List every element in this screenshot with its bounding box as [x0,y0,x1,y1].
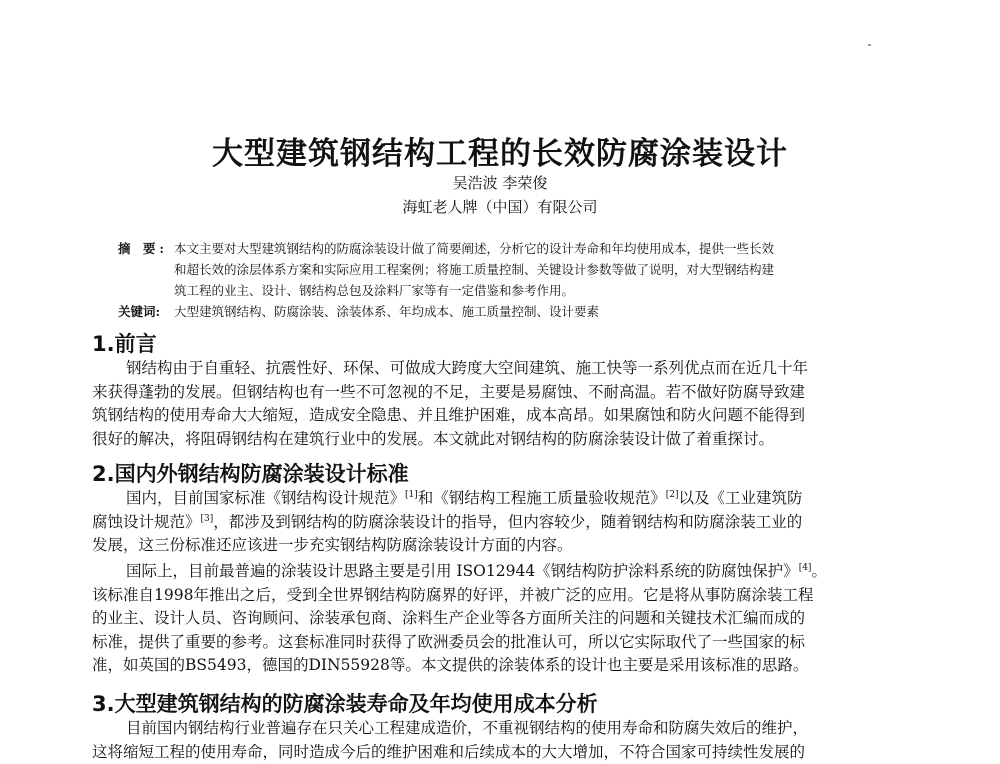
keywords-text: 大型建筑钢结构、防腐涂装、涂装体系、年均成本、施工质量控制、设计要素 [174,304,600,319]
abstract-line: 筑工程的业主、设计、钢结构总包及涂料厂家等有一定借鉴和参考作用。 [174,283,575,298]
section-heading-3: 3.大型建筑钢结构的防腐涂装寿命及年均使用成本分析 [92,692,598,716]
keywords-line [118,301,908,322]
citation-ref: [4] [798,562,812,573]
section-2-paragraph-1: 国内，目前国家标准《钢结构设计规范》[1]和《钢结构工程施工质量验收规范》[2]以及《工业建筑防 腐蚀设计规范》[3]，都涉及到钢结构的防腐涂装设计的指导，但内容较少，随着钢结构和防腐涂装工业的 发展，这三份标准还应该进一步充实钢结构防腐涂装设计方面的内容。 [92,489,803,554]
citation-ref: [3] [200,513,214,524]
abstract-line: 摘 要: 本文主要对大型建筑钢结构的防腐涂装设计做了简要阐述，分析它的设计寿命和年均使用成本，提供一些长效 [118,238,908,259]
abstract-line: 和超长效的涂层体系方案和实际应用工程案例；将施工质量控制、关键设计参数等做了说明，对大型钢结构建 [174,262,775,277]
abstract-label: 摘 要: [118,241,168,256]
section-3-paragraph: 目前国内钢结构行业普遍存在只关心工程建成造价，不重视钢结构的使用寿命和防腐失效后的维护， 这将缩短工程的使用寿命，同时造成今后的维护困难和后续成本的大大增加，不符合国家可持续性发展的 [92,719,809,761]
paper-affiliation: 海虹老人牌（中国）有限公司 [402,198,598,216]
paper-title: 大型建筑钢结构工程的长效防腐涂装设计 [212,136,788,172]
section-heading-2: 2.国内外钢结构防腐涂装设计标准 [92,462,409,486]
citation-ref: [2] [665,489,679,500]
section-1-paragraph: 钢结构由于自重轻、抗震性好、环保、可做成大跨度大空间建筑、施工快等一系列优点而在近几十年 来获得蓬勃的发展。但钢结构也有一些不可忽视的不足，主要是易腐蚀、不耐高温。若不做好防腐导致建 筑钢结构的使用寿命大大缩短，造成安全隐患、并且维护困难，成本高昂。如果腐蚀和防火问题不能得到 很好的解决，将阻碍钢结构在建筑行业中的发展。本文就此对钢结构的防腐涂装设计做了着重探讨。 [92,359,809,448]
section-heading-1: 1.前言 [92,332,157,356]
section-2-paragraph-2: 国际上，目前最普遍的涂装设计思路主要是引用 ISO12944《钢结构防护涂料系统的防腐蚀保护》[4]。 该标准自1998年推出之后，受到全世界钢结构防腐界的好评，并被广泛的应用。它是将从事防腐涂装工程 的业主、设计人员、咨询顾问、涂装承包商、涂料生产企业等各方面所关注的问题和关键技术汇编而成的 标准，提供了重要的参考。这套标准同时获得了欧洲委员会的批准认可，所以它实际取代了一些国家的标 准，如英国的BS5493，德国的DIN55928等。本文提供的涂装体系的设计也主要是采用该标准的思路。 [92,562,827,674]
abstract-block [118,238,908,322]
scan-speck [868,44,871,46]
citation-ref: [1] [405,489,418,500]
keywords-label: 关键词: [118,304,161,319]
paper-authors: 吴浩波 李荣俊 [452,174,548,192]
